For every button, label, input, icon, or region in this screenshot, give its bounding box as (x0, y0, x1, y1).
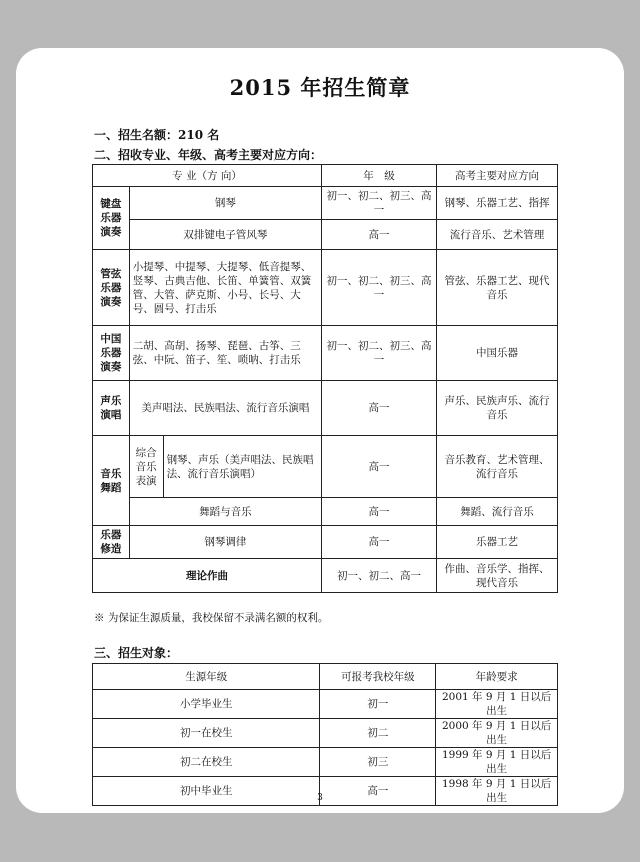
header-age-requirement: 年龄要求 (436, 664, 558, 690)
direction-cell: 流行音乐、艺术管理 (437, 220, 558, 250)
major-cell: 美声唱法、民族唱法、流行音乐演唱 (129, 381, 321, 436)
header-major: 专 业（方 向） (93, 165, 322, 187)
grade-cell: 初一、初二、初三、高一 (322, 250, 437, 326)
major-cell: 钢琴 (129, 187, 321, 220)
category-vocal: 声乐演唱 (93, 381, 130, 436)
age-cell: 2001 年 9 月 1 日以后出生 (436, 690, 558, 719)
majors-table (92, 164, 558, 593)
direction-cell: 乐器工艺 (437, 526, 558, 559)
grade-cell: 初一、初二、初三、高一 (322, 326, 437, 381)
grade-cell: 初二 (320, 719, 436, 748)
source-cell: 初中毕业生 (93, 777, 320, 806)
age-cell: 1998 年 9 月 1 日以后出生 (436, 777, 558, 806)
category-music-dance: 音乐舞蹈 (93, 436, 130, 526)
age-cell: 1999 年 9 月 1 日以后出生 (436, 748, 558, 777)
section-majors-heading: 二、招收专业、年级、高考主要对应方向： (94, 148, 323, 162)
header-eligible-grade: 可报考我校年级 (320, 664, 436, 690)
grade-cell: 高一 (320, 777, 436, 806)
source-cell: 初一在校生 (93, 719, 320, 748)
target-table (92, 663, 558, 806)
table-row (93, 719, 558, 748)
major-cell: 舞蹈与音乐 (129, 498, 321, 526)
direction-cell: 音乐教育、艺术管理、流行音乐 (437, 436, 558, 498)
category-orchestral: 管弦乐器演奏 (93, 250, 130, 326)
category-chinese-instruments: 中国乐器演奏 (93, 326, 130, 381)
source-cell: 小学毕业生 (93, 690, 320, 719)
grade-cell: 初一、初二、初三、高一 (322, 187, 437, 220)
grade-cell: 初一、初二、高一 (322, 559, 437, 593)
direction-cell: 钢琴、乐器工艺、指挥 (437, 187, 558, 220)
grade-cell: 初一 (320, 690, 436, 719)
source-cell: 初二在校生 (93, 748, 320, 777)
direction-cell: 作曲、音乐学、指挥、现代音乐 (437, 559, 558, 593)
direction-cell: 舞蹈、流行音乐 (437, 498, 558, 526)
major-cell: 小提琴、中提琴、大提琴、低音提琴、竖琴、古典吉他、长笛、单簧管、双簧管、大管、萨克斯、小号、长号、大号、圆号、打击乐 (129, 250, 321, 326)
table-row (93, 748, 558, 777)
header-direction: 高考主要对应方向 (437, 165, 558, 187)
major-cell: 钢琴调律 (129, 526, 321, 559)
age-cell: 2000 年 9 月 1 日以后出生 (436, 719, 558, 748)
major-cell-theory: 理论作曲 (93, 559, 322, 593)
section-target-heading: 三、招生对象： (94, 646, 179, 660)
direction-cell: 中国乐器 (437, 326, 558, 381)
page-number: 3 (317, 793, 323, 803)
page-title: 2015 年招生简章 (229, 75, 411, 100)
grade-cell: 高一 (322, 436, 437, 498)
major-cell: 钢琴、声乐（美声唱法、民族唱法、流行音乐演唱） (163, 436, 321, 498)
grade-cell: 高一 (322, 526, 437, 559)
direction-cell: 管弦、乐器工艺、现代音乐 (437, 250, 558, 326)
major-cell: 双排键电子管风琴 (129, 220, 321, 250)
major-cell: 二胡、高胡、扬琴、琵琶、古筝、三弦、中阮、笛子、笙、唢呐、打击乐 (129, 326, 321, 381)
grade-cell: 高一 (322, 220, 437, 250)
section-enrollment-quota: 一、招生名额：210 名 (94, 128, 220, 142)
category-instrument-repair: 乐器修造 (93, 526, 130, 559)
quota-note: ※ 为保证生源质量，我校保留不录满名额的权利。 (94, 612, 329, 624)
grade-cell: 高一 (322, 498, 437, 526)
header-source-grade: 生源年级 (93, 664, 320, 690)
grade-cell: 高一 (322, 381, 437, 436)
category-keyboard: 键盘乐器演奏 (93, 187, 130, 250)
table-row (93, 690, 558, 719)
document-page (16, 48, 624, 813)
direction-cell: 声乐、民族声乐、流行音乐 (437, 381, 558, 436)
grade-cell: 初三 (320, 748, 436, 777)
subcategory-performance: 综合音乐表演 (129, 436, 163, 498)
header-grade: 年 级 (322, 165, 437, 187)
